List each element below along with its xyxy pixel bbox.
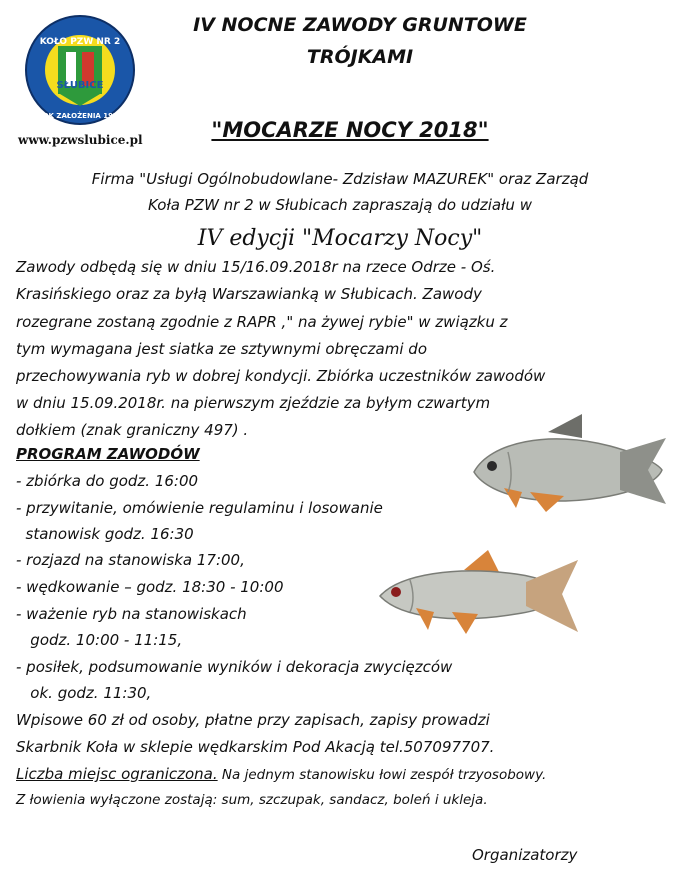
program-heading: PROGRAM ZAWODÓW [16, 445, 200, 463]
description-line: Zawody odbędą się w dniu 15/16.09.2018r na rzece Odrze - Oś. [16, 258, 496, 276]
fee-line: Wpisowe 60 zł od osoby, płatne przy zapisach, zapisy prowadzi [16, 711, 490, 729]
description-line: tym wymagana jest siatka ze sztywnymi obręczami do [16, 340, 427, 358]
program-item: - rozjazd na stanowiska 17:00, [16, 551, 245, 569]
program-item: - ważenie ryb na stanowiskach [16, 605, 247, 623]
description-line: rozegrane zostaną zgodnie z RAPR ," na żywej rybie" w związku z [16, 313, 508, 331]
logo-ring-bottom: ROK ZAŁOŻENIA 1976 [37, 112, 123, 120]
limited-places-note: Liczba miejsc ograniczona. [16, 765, 218, 783]
description-line: Krasińskiego oraz za byłą Warszawianką w Słubicach. Zawody [16, 285, 482, 303]
website-link[interactable]: www.pzwslubice.pl [18, 133, 143, 147]
signature: Organizatorzy [472, 846, 578, 864]
description-line: przechowywania ryb w dobrej kondycji. Zbiórka uczestników zawodów [16, 367, 546, 385]
logo-ring-middle: SŁUBICE [56, 80, 104, 91]
fee-line: Skarbnik Koła w sklepie wędkarskim Pod Akacją tel.507097707. [16, 738, 495, 756]
program-item: - przywitanie, omówienie regulaminu i losowanie [16, 499, 383, 517]
program-item: - zbiórka do godz. 16:00 [16, 472, 199, 490]
logo-ring-top: KOŁO PZW NR 2 [39, 37, 121, 47]
excluded-species-note: Z łowienia wyłączone zostają: sum, szczupak, sandacz, boleń i ukleja. [16, 792, 488, 808]
event-name: "MOCARZE NOCY 2018" [211, 118, 489, 142]
notes-line [16, 765, 546, 783]
roach-fish-image [376, 548, 582, 644]
description-line: w dniu 15.09.2018r. na pierwszym zjeździe za byłym czwartym [16, 394, 491, 412]
program-item: - posiłek, podsumowanie wyników i dekoracja zwycięzców [16, 658, 453, 676]
title-line-2: TRÓJKAMI [306, 46, 414, 68]
program-item: stanowisk godz. 16:30 [16, 525, 194, 543]
invitation-line-1: Firma "Usługi Ogólnobudowlane- Zdzisław MAZUREK" oraz Zarząd [91, 170, 589, 188]
pzw-logo [24, 14, 136, 126]
program-item: - wędkowanie – godz. 18:30 - 10:00 [16, 578, 284, 596]
program-item: godz. 10:00 - 11:15, [16, 631, 183, 649]
title-line-1: IV NOCNE ZAWODY GRUNTOWE [193, 14, 527, 36]
edition-heading: IV edycji "Mocarzy Nocy" [197, 226, 483, 251]
program-item: ok. godz. 11:30, [16, 684, 152, 702]
bream-fish-image [470, 412, 670, 522]
description-line: dołkiem (znak graniczny 497) . [16, 421, 249, 439]
invitation-line-2: Koła PZW nr 2 w Słubicach zapraszają do udziału w [148, 196, 532, 214]
team-note: Na jednym stanowisku łowi zespół trzyosobowy. [217, 767, 547, 783]
